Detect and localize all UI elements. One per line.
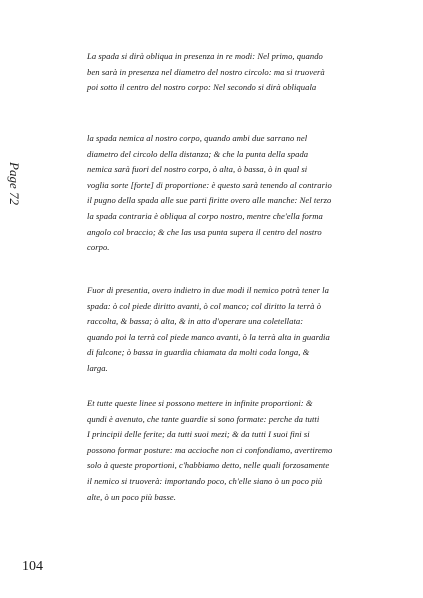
text-line: la spada contraria è obliqua al corpo nostro, mentre che'ella forma: [87, 210, 323, 221]
paragraph-1: [87, 49, 383, 96]
text-line: larga.: [87, 362, 108, 373]
text-line: il pugno della spada alle sue parti firitte overo alle manche: Nel terzo: [87, 195, 332, 206]
text-line: ben sarà in presenza nel diametro del nostro circolo: ma si truoverà: [87, 66, 325, 77]
text-line: raccolta, & bassa; ò alta, & in atto d'operare una coletellata:: [87, 316, 304, 327]
text-line: la spada nemica al nostro corpo, quando ambi due sarrano nel: [87, 133, 308, 143]
text-line: spada: ò col piede diritto avanti, ò col manco; col diritto la terrà ò: [87, 300, 322, 311]
paragraph-3: [87, 283, 383, 377]
text-line: alte, ò un poco più basse.: [87, 491, 176, 502]
text-line: La spada si dirà obliqua in presenza in re modi: Nel primo, quando: [87, 51, 323, 61]
text-line: il nemico si truoverà: importando poco, ch'elle siano ò un poco più: [87, 475, 323, 486]
text-line: Et tutte queste linee si possono mettere in infinite proportioni: &: [87, 398, 313, 408]
paragraph-4: [87, 396, 383, 505]
text-line: I principii delle ferite; da tutti suoi mezi; & da tutti I suoi fini si: [87, 429, 310, 440]
text-line: quando poi la terrà col piede manco avanti, ò la terrà alta in guardia: [87, 331, 330, 342]
text-line: di falcone; ò bassa in guardia chiamata da molti coda longa, &: [87, 347, 310, 358]
page-number: 104: [22, 559, 43, 574]
paragraph-2: [87, 131, 383, 256]
text-line: possono formar posture: ma accioche non ci confondiamo, avertiremo: [87, 444, 333, 455]
text-line: qundi è avenuto, che tante guardie si sono formate: perche da tutti: [87, 413, 320, 424]
text-line: solo à queste proportioni, c'habbiamo detto, nelle quali forzosamente: [87, 460, 330, 471]
text-line: Fuor di presentia, overo indietro in due modi il nemico potrà tener la: [87, 285, 329, 295]
text-line: nemica sarà fuori del nostro corpo, ò alta, ò bassa, ò in qual si: [87, 164, 308, 175]
text-line: diametro del circolo della distanza; & che la punta della spada: [87, 148, 309, 159]
text-line: angolo col braccio; & che las usa punta supera il centro del nostro: [87, 226, 322, 237]
text-line: corpo.: [87, 242, 110, 253]
text-line: poi sotto il centro del nostro corpo: Nel secondo si dirà obliquala: [87, 82, 317, 93]
margin-page-label: Page 72: [7, 162, 22, 205]
text-line: voglia sorte [forte] di proportione: è questo sarà tenendo al contrario: [87, 179, 332, 190]
